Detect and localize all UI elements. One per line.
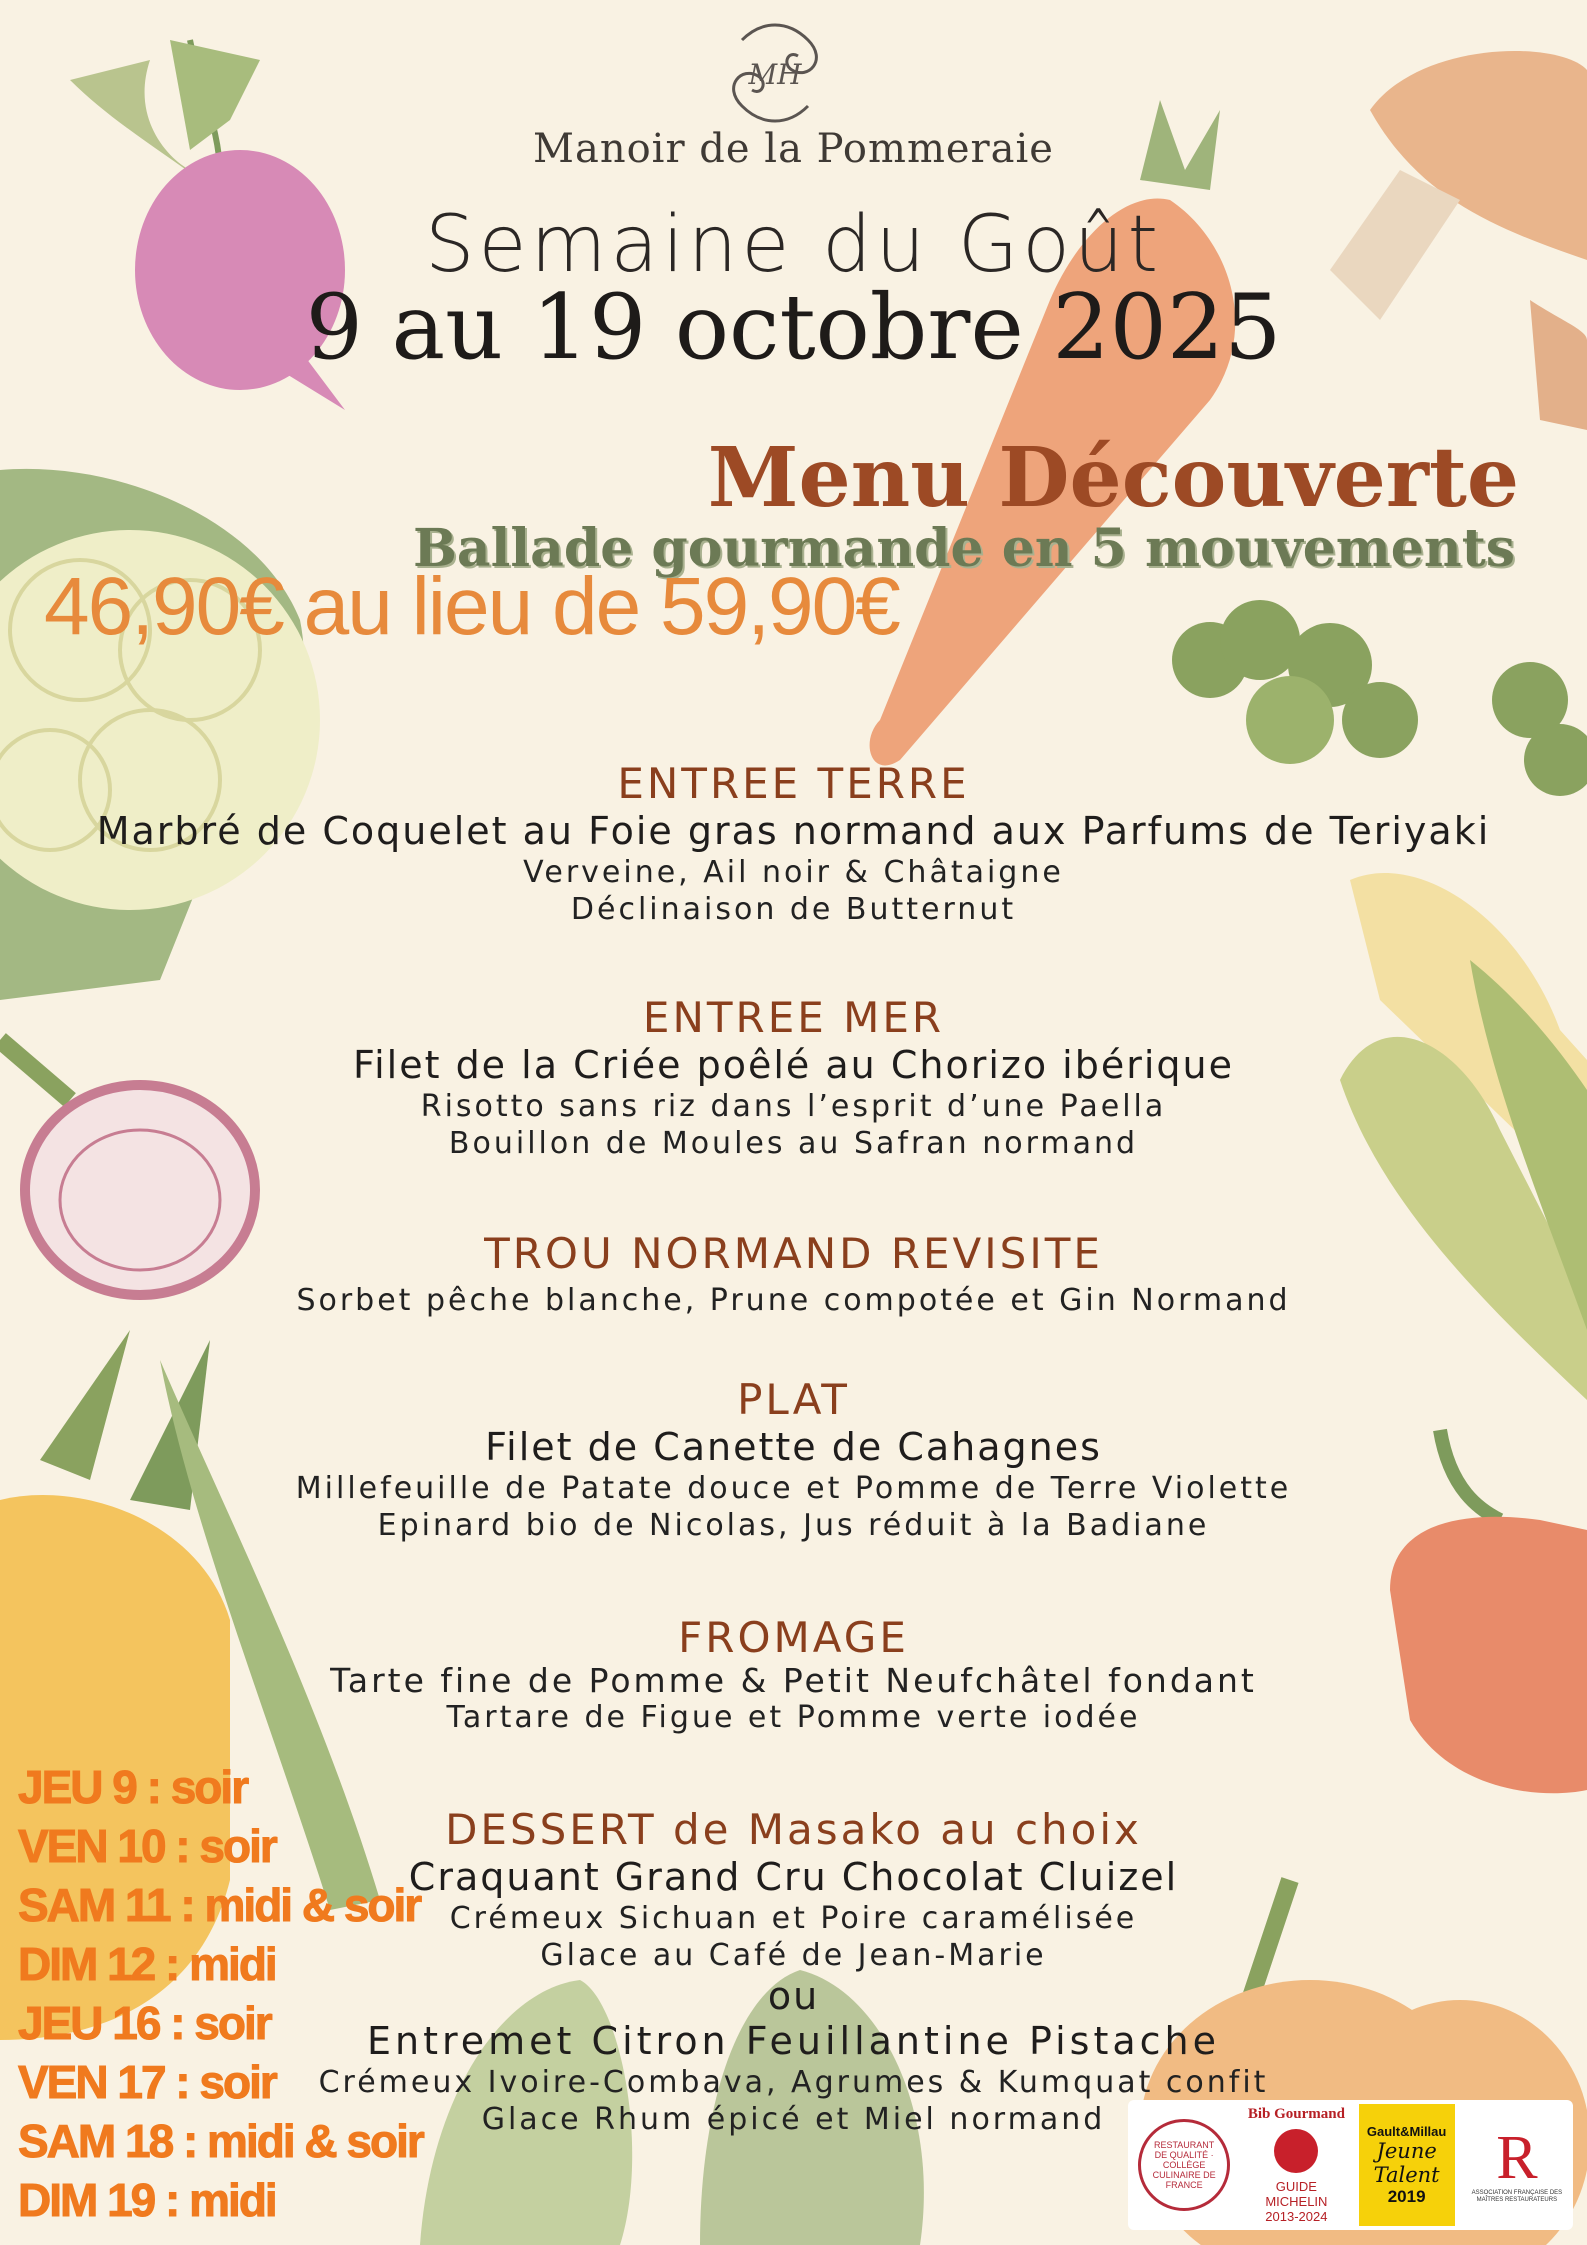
- event-dates: 9 au 19 octobre 2025: [305, 275, 1282, 380]
- section-entree-terre: [0, 760, 1587, 928]
- gault-millau-year: 2019: [1387, 2186, 1426, 2206]
- plat-title: PLAT: [737, 1375, 850, 1424]
- awards-strip: [1128, 2100, 1573, 2230]
- dessert-dish1: Craquant Grand Cru Chocolat Cluizel: [408, 1855, 1179, 1899]
- entree-terre-title: ENTREE TERRE: [617, 759, 970, 808]
- dessert-or: ou: [767, 1974, 820, 2018]
- gault-millau-title: Gault&Millau: [1366, 2123, 1447, 2139]
- entree-terre-line1: Verveine, Ail noir & Châtaigne: [523, 855, 1064, 890]
- schedule-item: VEN 17 : soir: [18, 2056, 276, 2108]
- bibendum-icon: [1274, 2129, 1318, 2173]
- maitres-restaurateurs-badge: [1467, 2105, 1567, 2225]
- schedule-list: [18, 1758, 423, 2230]
- plat-dish: Filet de Canette de Cahagnes: [485, 1425, 1102, 1469]
- menu-price: 46,90€ au lieu de 59,90€: [44, 561, 899, 652]
- schedule-item: JEU 16 : soir: [18, 1997, 271, 2049]
- schedule-item: SAM 18 : midi & soir: [18, 2115, 423, 2167]
- maitres-restaurateurs-text: ASSOCIATION FRANÇAISE DES MAÎTRES RESTAURATEURS: [1471, 2190, 1563, 2203]
- entree-terre-dish: Marbré de Coquelet au Foie gras normand aux Parfums de Teriyaki: [96, 809, 1491, 853]
- entree-mer-line1: Risotto sans riz dans l’esprit d’une Paella: [420, 1089, 1167, 1124]
- schedule-item: DIM 12 : midi: [18, 1938, 276, 1990]
- entree-terre-line2: Déclinaison de Butternut: [570, 892, 1017, 927]
- trou-normand-title: TROU NORMAND REVISITE: [484, 1229, 1103, 1278]
- gault-millau-award: Jeune Talent: [1373, 2138, 1440, 2187]
- bib-gourmand-title: Bib Gourmand: [1247, 2106, 1345, 2122]
- fromage-line1: Tarte fine de Pomme & Petit Neufchâtel fondant: [330, 1661, 1257, 1700]
- dessert-dish2-line2: Glace Rhum épicé et Miel normand: [481, 2102, 1106, 2137]
- plat-line2: Epinard bio de Nicolas, Jus réduit à la Badiane: [377, 1508, 1210, 1543]
- logo-letters: MH: [748, 58, 802, 91]
- schedule-item: VEN 10 : soir: [18, 1820, 276, 1872]
- menu-title: Menu Découverte: [707, 430, 1519, 526]
- section-trou-normand: [0, 1230, 1587, 1319]
- fromage-line2: Tartare de Figue et Pomme verte iodée: [446, 1700, 1141, 1735]
- bib-gourmand-badge: [1246, 2105, 1346, 2225]
- dessert-dish2-line1: Crémeux Ivoire-Combava, Agrumes & Kumquat confit: [318, 2065, 1269, 2100]
- dessert-dish2: Entremet Citron Feuillantine Pistache: [367, 2019, 1220, 2063]
- section-fromage: [0, 1614, 1587, 1736]
- entree-mer-title: ENTREE MER: [642, 993, 945, 1042]
- dessert-dish1-line2: Glace au Café de Jean-Marie: [540, 1938, 1047, 1973]
- brand-name: Manoir de la Pommeraie: [533, 126, 1054, 172]
- menu-subtitle: Ballade gourmande en 5 mouvements: [412, 518, 1515, 579]
- section-entree-mer: [0, 994, 1587, 1162]
- schedule-item: JEU 9 : soir: [18, 1761, 248, 1813]
- entree-mer-line2: Bouillon de Moules au Safran normand: [448, 1126, 1139, 1161]
- maitres-restaurateurs-logo-icon: R: [1496, 2124, 1538, 2192]
- dessert-dish1-line1: Crémeux Sichuan et Poire caramélisée: [449, 1901, 1138, 1936]
- section-plat: [0, 1376, 1587, 1544]
- college-culinaire-badge: [1134, 2105, 1234, 2225]
- gault-millau-badge: [1359, 2104, 1455, 2226]
- manoir-logo-monogram: [722, 20, 828, 126]
- entree-mer-dish: Filet de la Criée poêlé au Chorizo ibérique: [353, 1043, 1234, 1087]
- schedule-item: DIM 19 : midi: [18, 2174, 276, 2226]
- event-title: Semaine du Goût: [424, 200, 1163, 290]
- trou-normand-line1: Sorbet pêche blanche, Prune compotée et Gin Normand: [296, 1283, 1291, 1318]
- bib-years: 2013-2024: [1265, 2209, 1328, 2224]
- schedule-item: SAM 11 : midi & soir: [18, 1879, 421, 1931]
- plat-line1: Millefeuille de Patate douce et Pomme de Terre Violette: [295, 1471, 1292, 1506]
- bib-guide-label: GUIDE MICHELIN: [1265, 2179, 1328, 2209]
- dessert-title: DESSERT de Masako au choix: [445, 1805, 1142, 1854]
- college-culinaire-text: RESTAURANT DE QUALITÉ · COLLÈGE CULINAIRE DE FRANCE: [1138, 2119, 1230, 2211]
- fromage-title: FROMAGE: [678, 1613, 909, 1662]
